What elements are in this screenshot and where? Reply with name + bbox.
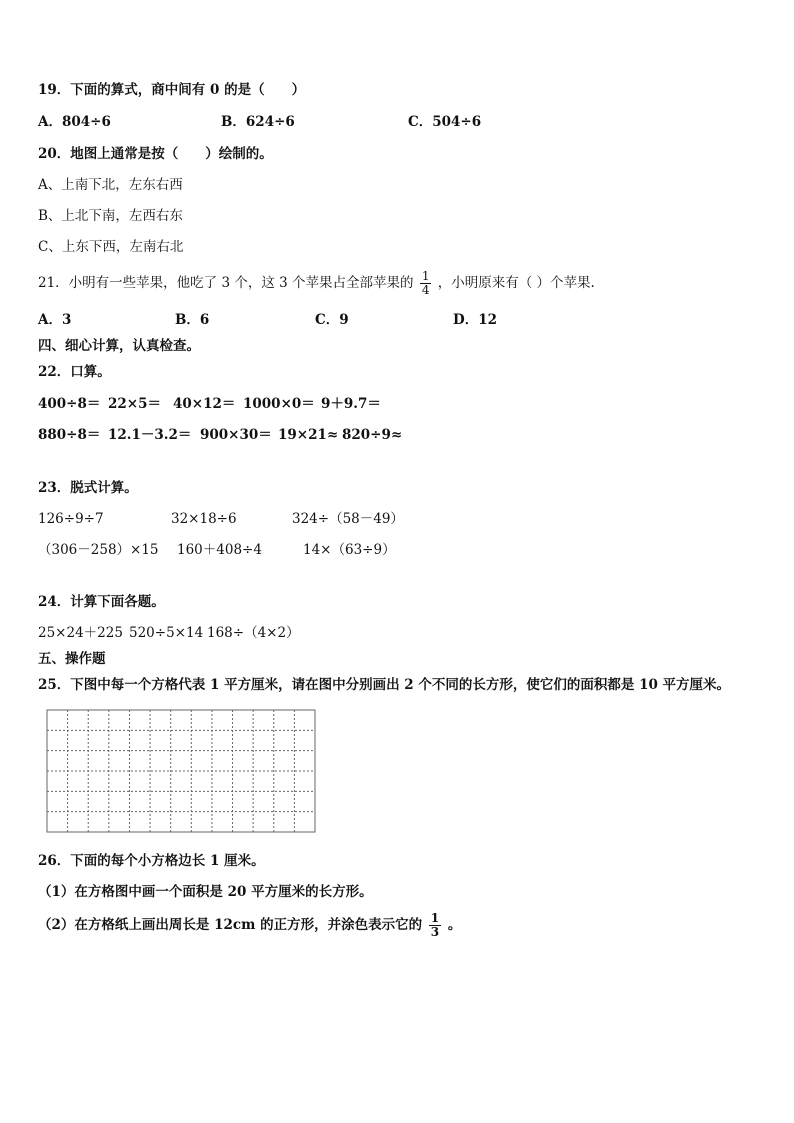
q26-stem: 26．下面的每个小方格边长 1 厘米。	[38, 853, 265, 869]
q19-option-a: A．804÷6	[38, 114, 111, 130]
q22-item: 12.1－3.2＝	[108, 427, 192, 443]
q19-option-b: B．624÷6	[221, 114, 295, 130]
q24-item: 25×24＋225	[38, 625, 123, 641]
section-5-heading: 五、操作题	[38, 651, 106, 667]
q24-row-1	[38, 624, 758, 642]
q26-frac-num: 1	[430, 911, 440, 925]
q24-item: 520÷5×14	[129, 625, 204, 641]
q22-item: 9＋9.7＝	[321, 396, 381, 412]
q26-fraction	[429, 912, 441, 939]
q23-item: 126÷9÷7	[38, 511, 104, 527]
q21-option-b: B．6	[175, 312, 210, 328]
q21-stem	[38, 268, 595, 298]
q26-sub-1: （1）在方格图中画一个面积是 20 平方厘米的长方形。	[38, 884, 373, 900]
q21-option-a: A．3	[38, 312, 72, 328]
q21-frac-den: 4	[421, 283, 430, 297]
q25-square-grid[interactable]	[46, 709, 316, 833]
q22-row-1	[38, 395, 758, 413]
q21-frac-num: 1	[421, 269, 430, 283]
q22-item: 40×12＝	[173, 396, 236, 412]
q22-item: 1000×0＝	[243, 396, 315, 412]
q26-sub-2	[38, 910, 461, 940]
q21-options	[38, 311, 758, 329]
q26-sub-2-before: （2）在方格纸上画出周长是 12cm 的正方形，并涂色表示它的	[38, 917, 423, 933]
q23-item: 160＋408÷4	[177, 542, 262, 558]
q20-option-c: C、上东下西，左南右北	[38, 239, 184, 255]
q23-row-1	[38, 510, 758, 528]
q25-stem: 25．下图中每一个方格代表 1 平方厘米，请在图中分别画出 2 个不同的长方形，使它们的面积都是 10 平方厘米。	[38, 677, 731, 693]
q26-sub-2-after: 。	[447, 917, 462, 933]
q22-item: 900×30＝	[200, 427, 272, 443]
q22-stem: 22．口算。	[38, 364, 111, 380]
q23-item: 14×（63÷9）	[303, 542, 396, 558]
q19-stem: 19．下面的算式，商中间有 0 的是（ ）	[38, 82, 306, 98]
q20-stem: 20．地图上通常是按（ ）绘制的。	[38, 146, 273, 162]
q20-option-a: A、上南下北，左东右西	[38, 177, 183, 193]
q23-stem: 23．脱式计算。	[38, 480, 138, 496]
q22-item: 880÷8＝	[38, 427, 101, 443]
q22-item: 400÷8＝	[38, 396, 101, 412]
q23-item: 32×18÷6	[171, 511, 237, 527]
q26-frac-den: 3	[430, 925, 440, 939]
q22-item: 19×21≈	[278, 427, 339, 443]
q19-options	[38, 113, 758, 131]
q24-item: 168÷（4×2）	[207, 625, 300, 641]
q20-option-b: B、上北下南，左西右东	[38, 208, 183, 224]
q21-fraction	[420, 270, 432, 297]
section-4-heading: 四、细心计算，认真检查。	[38, 338, 200, 354]
q21-stem-before: 21．小明有一些苹果，他吃了 3 个，这 3 个苹果占全部苹果的	[38, 275, 414, 291]
q22-item: 22×5＝	[108, 396, 161, 412]
q21-option-d: D．12	[453, 312, 497, 328]
q23-item: （306－258）×15	[38, 542, 159, 558]
q21-option-c: C．9	[315, 312, 349, 328]
q21-stem-after: ，小明原来有（ ）个苹果.	[437, 275, 595, 291]
q19-option-c: C．504÷6	[408, 114, 482, 130]
q22-row-2	[38, 426, 758, 444]
q23-item: 324÷（58－49）	[292, 511, 404, 527]
q24-stem: 24．计算下面各题。	[38, 594, 165, 610]
q22-item: 820÷9≈	[342, 427, 403, 443]
q23-row-2	[38, 541, 758, 559]
